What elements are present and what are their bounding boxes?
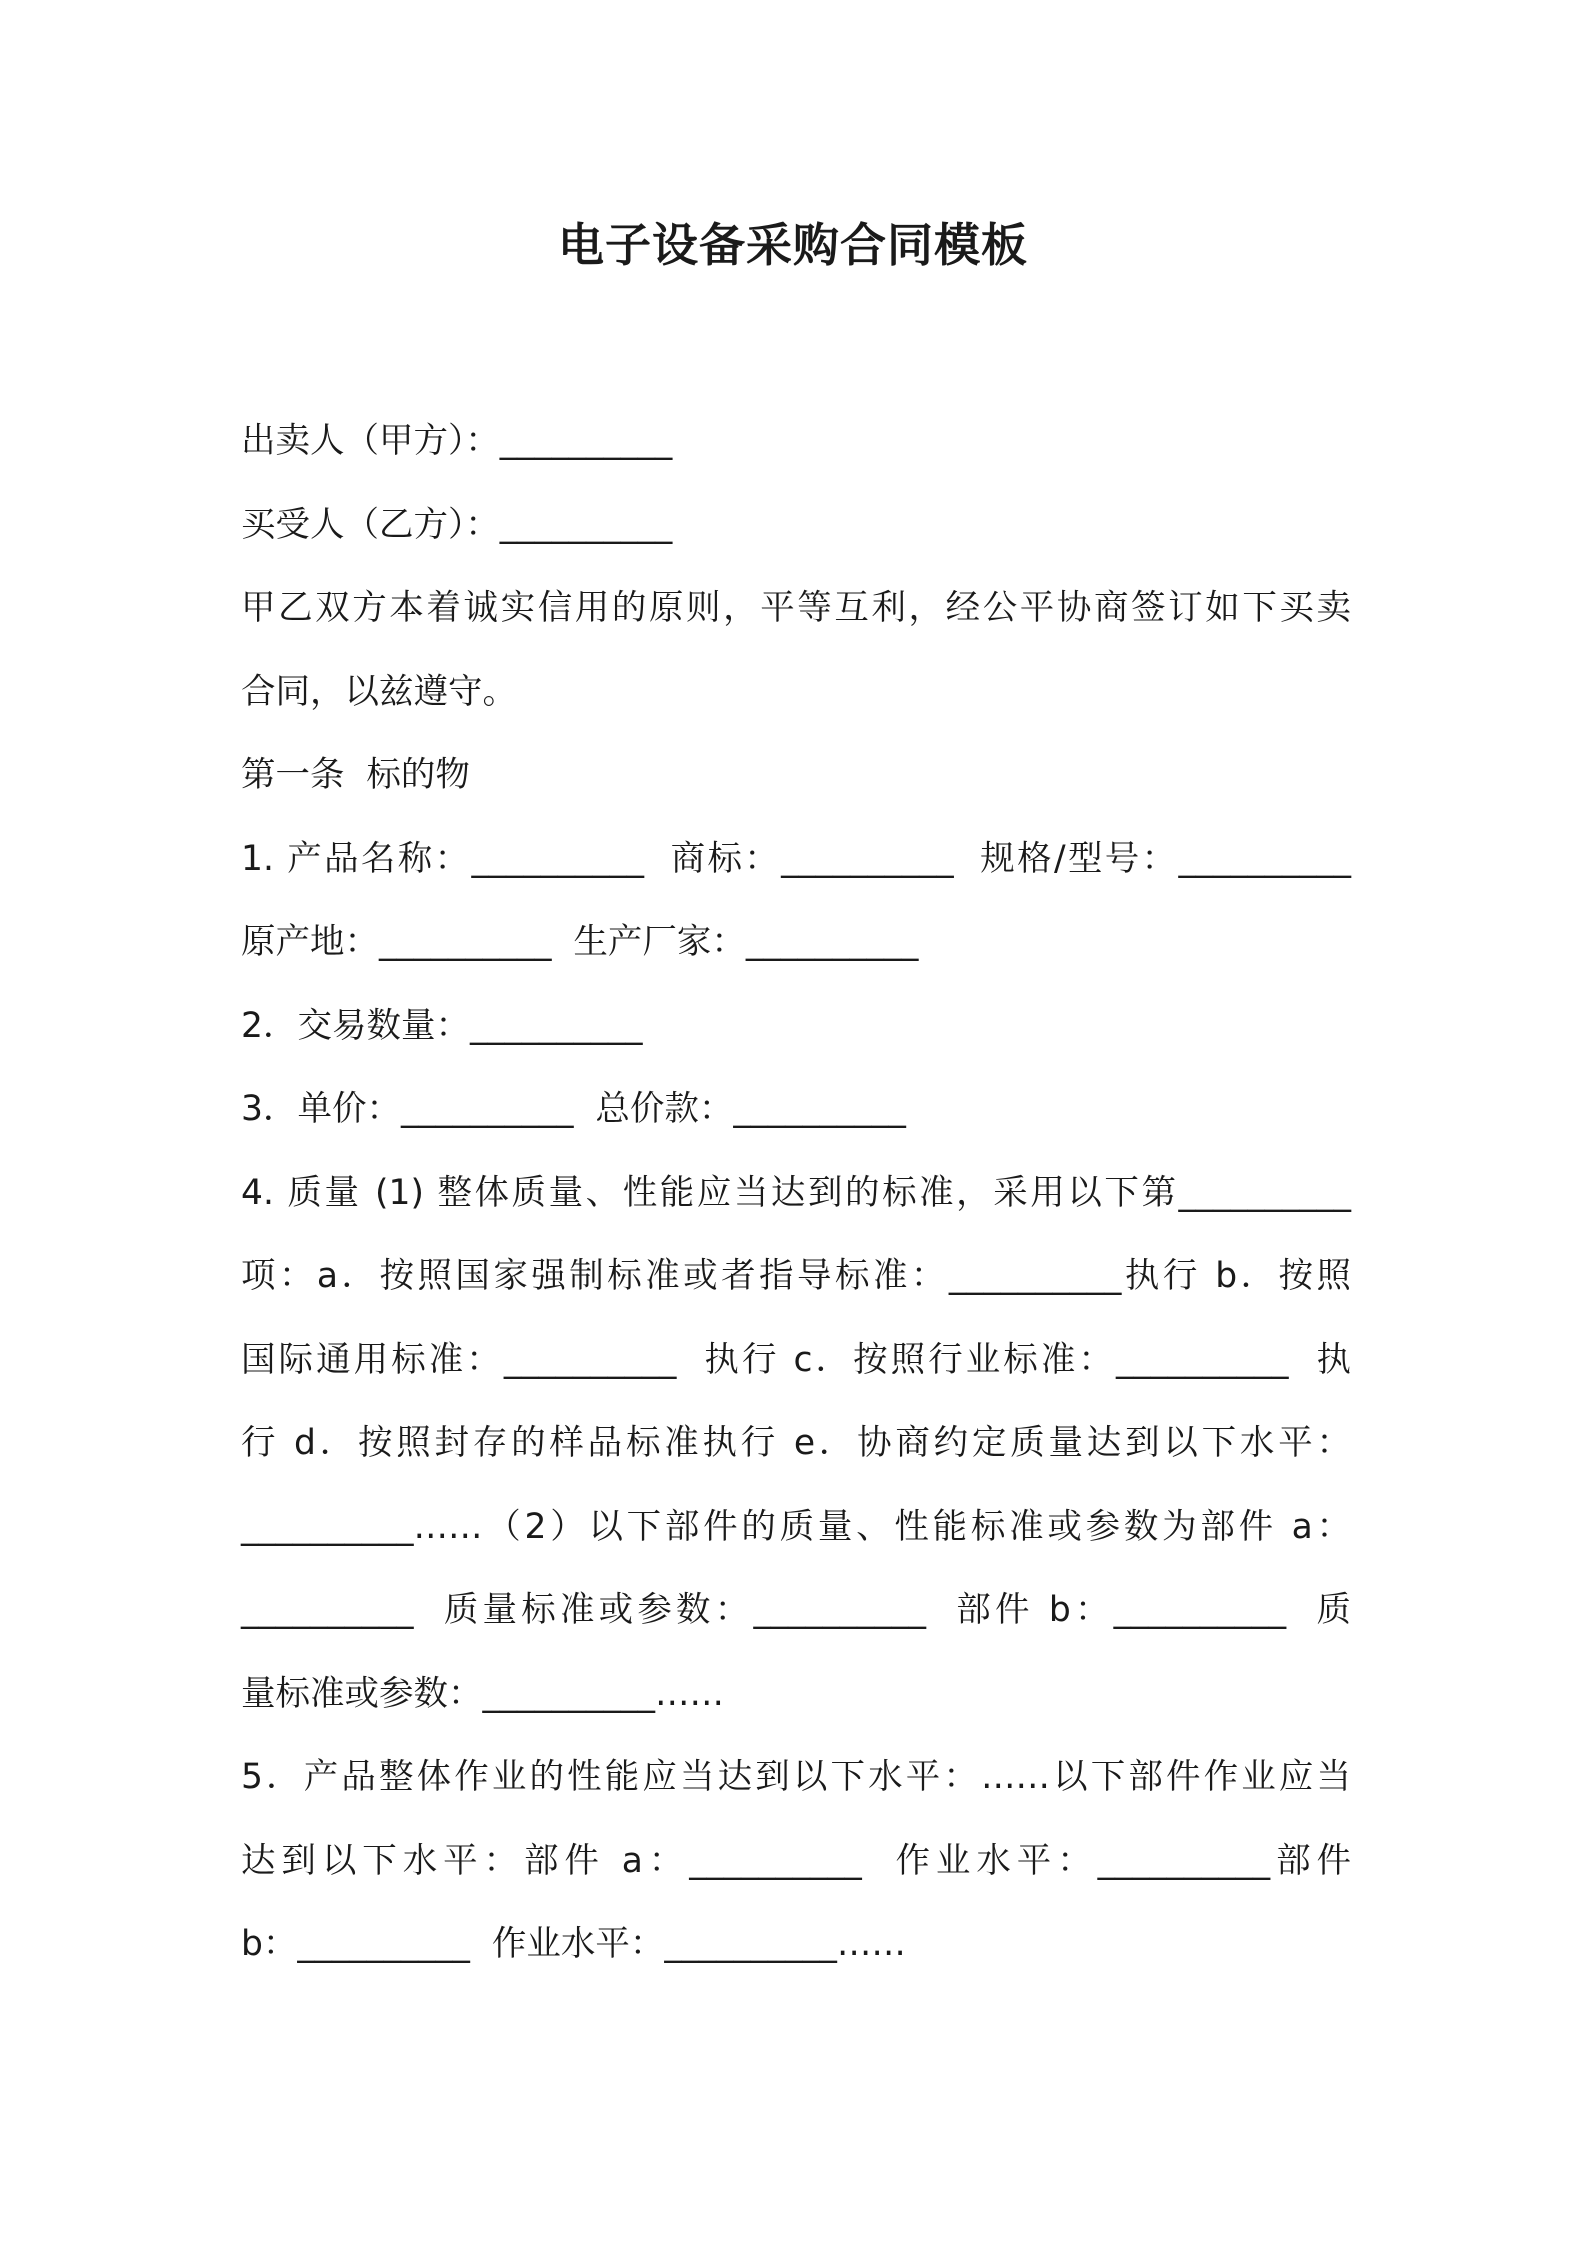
text-line: 原产地：__________ 生产厂家：__________: [241, 922, 919, 962]
text-line: 达到以下水平：部件 a：__________ 作业水平：__________部件: [241, 1840, 1351, 1881]
text-line: 5．产品整体作业的性能应当达到以下水平：……以下部件作业应当: [241, 1757, 1351, 1797]
text-line: 第一条 标的物: [241, 755, 470, 795]
text-line: 量标准或参数：__________……: [241, 1673, 724, 1714]
text-line: __________ 质量标准或参数：__________ 部件 b：__________ 质: [241, 1590, 1351, 1630]
text-line: 1. 产品名称：__________ 商标：__________ 规格/型号：__________: [241, 838, 1351, 879]
text-line: 2．交易数量：__________: [241, 1005, 643, 1046]
text-line: 国际通用标准：__________ 执行 c．按照行业标准：__________ 执: [241, 1339, 1351, 1380]
text-line: 项：a．按照国家强制标准或者指导标准：__________执行 b．按照: [241, 1256, 1351, 1296]
document-body: [241, 400, 1351, 1987]
text-line: 合同，以兹遵守。: [241, 671, 517, 712]
text-line: 出卖人（甲方）：__________: [241, 421, 673, 461]
text-line: 4. 质量 (1) 整体质量、性能应当达到的标准，采用以下第__________: [241, 1172, 1351, 1213]
text-line: 3．单价：__________ 总价款：__________: [241, 1089, 906, 1129]
text-line: __________……（2）以下部件的质量、性能标准或参数为部件 a：: [241, 1506, 1351, 1547]
text-line: 行 d．按照封存的样品标准执行 e．协商约定质量达到以下水平：: [241, 1423, 1351, 1463]
text-line: 买受人（乙方）：__________: [241, 504, 673, 545]
text-line: 甲乙双方本着诚实信用的原则，平等互利，经公平协商签订如下买卖: [241, 588, 1351, 628]
document-title: 电子设备采购合同模板: [558, 218, 1028, 272]
text-line: b：__________ 作业水平：__________……: [241, 1924, 906, 1964]
